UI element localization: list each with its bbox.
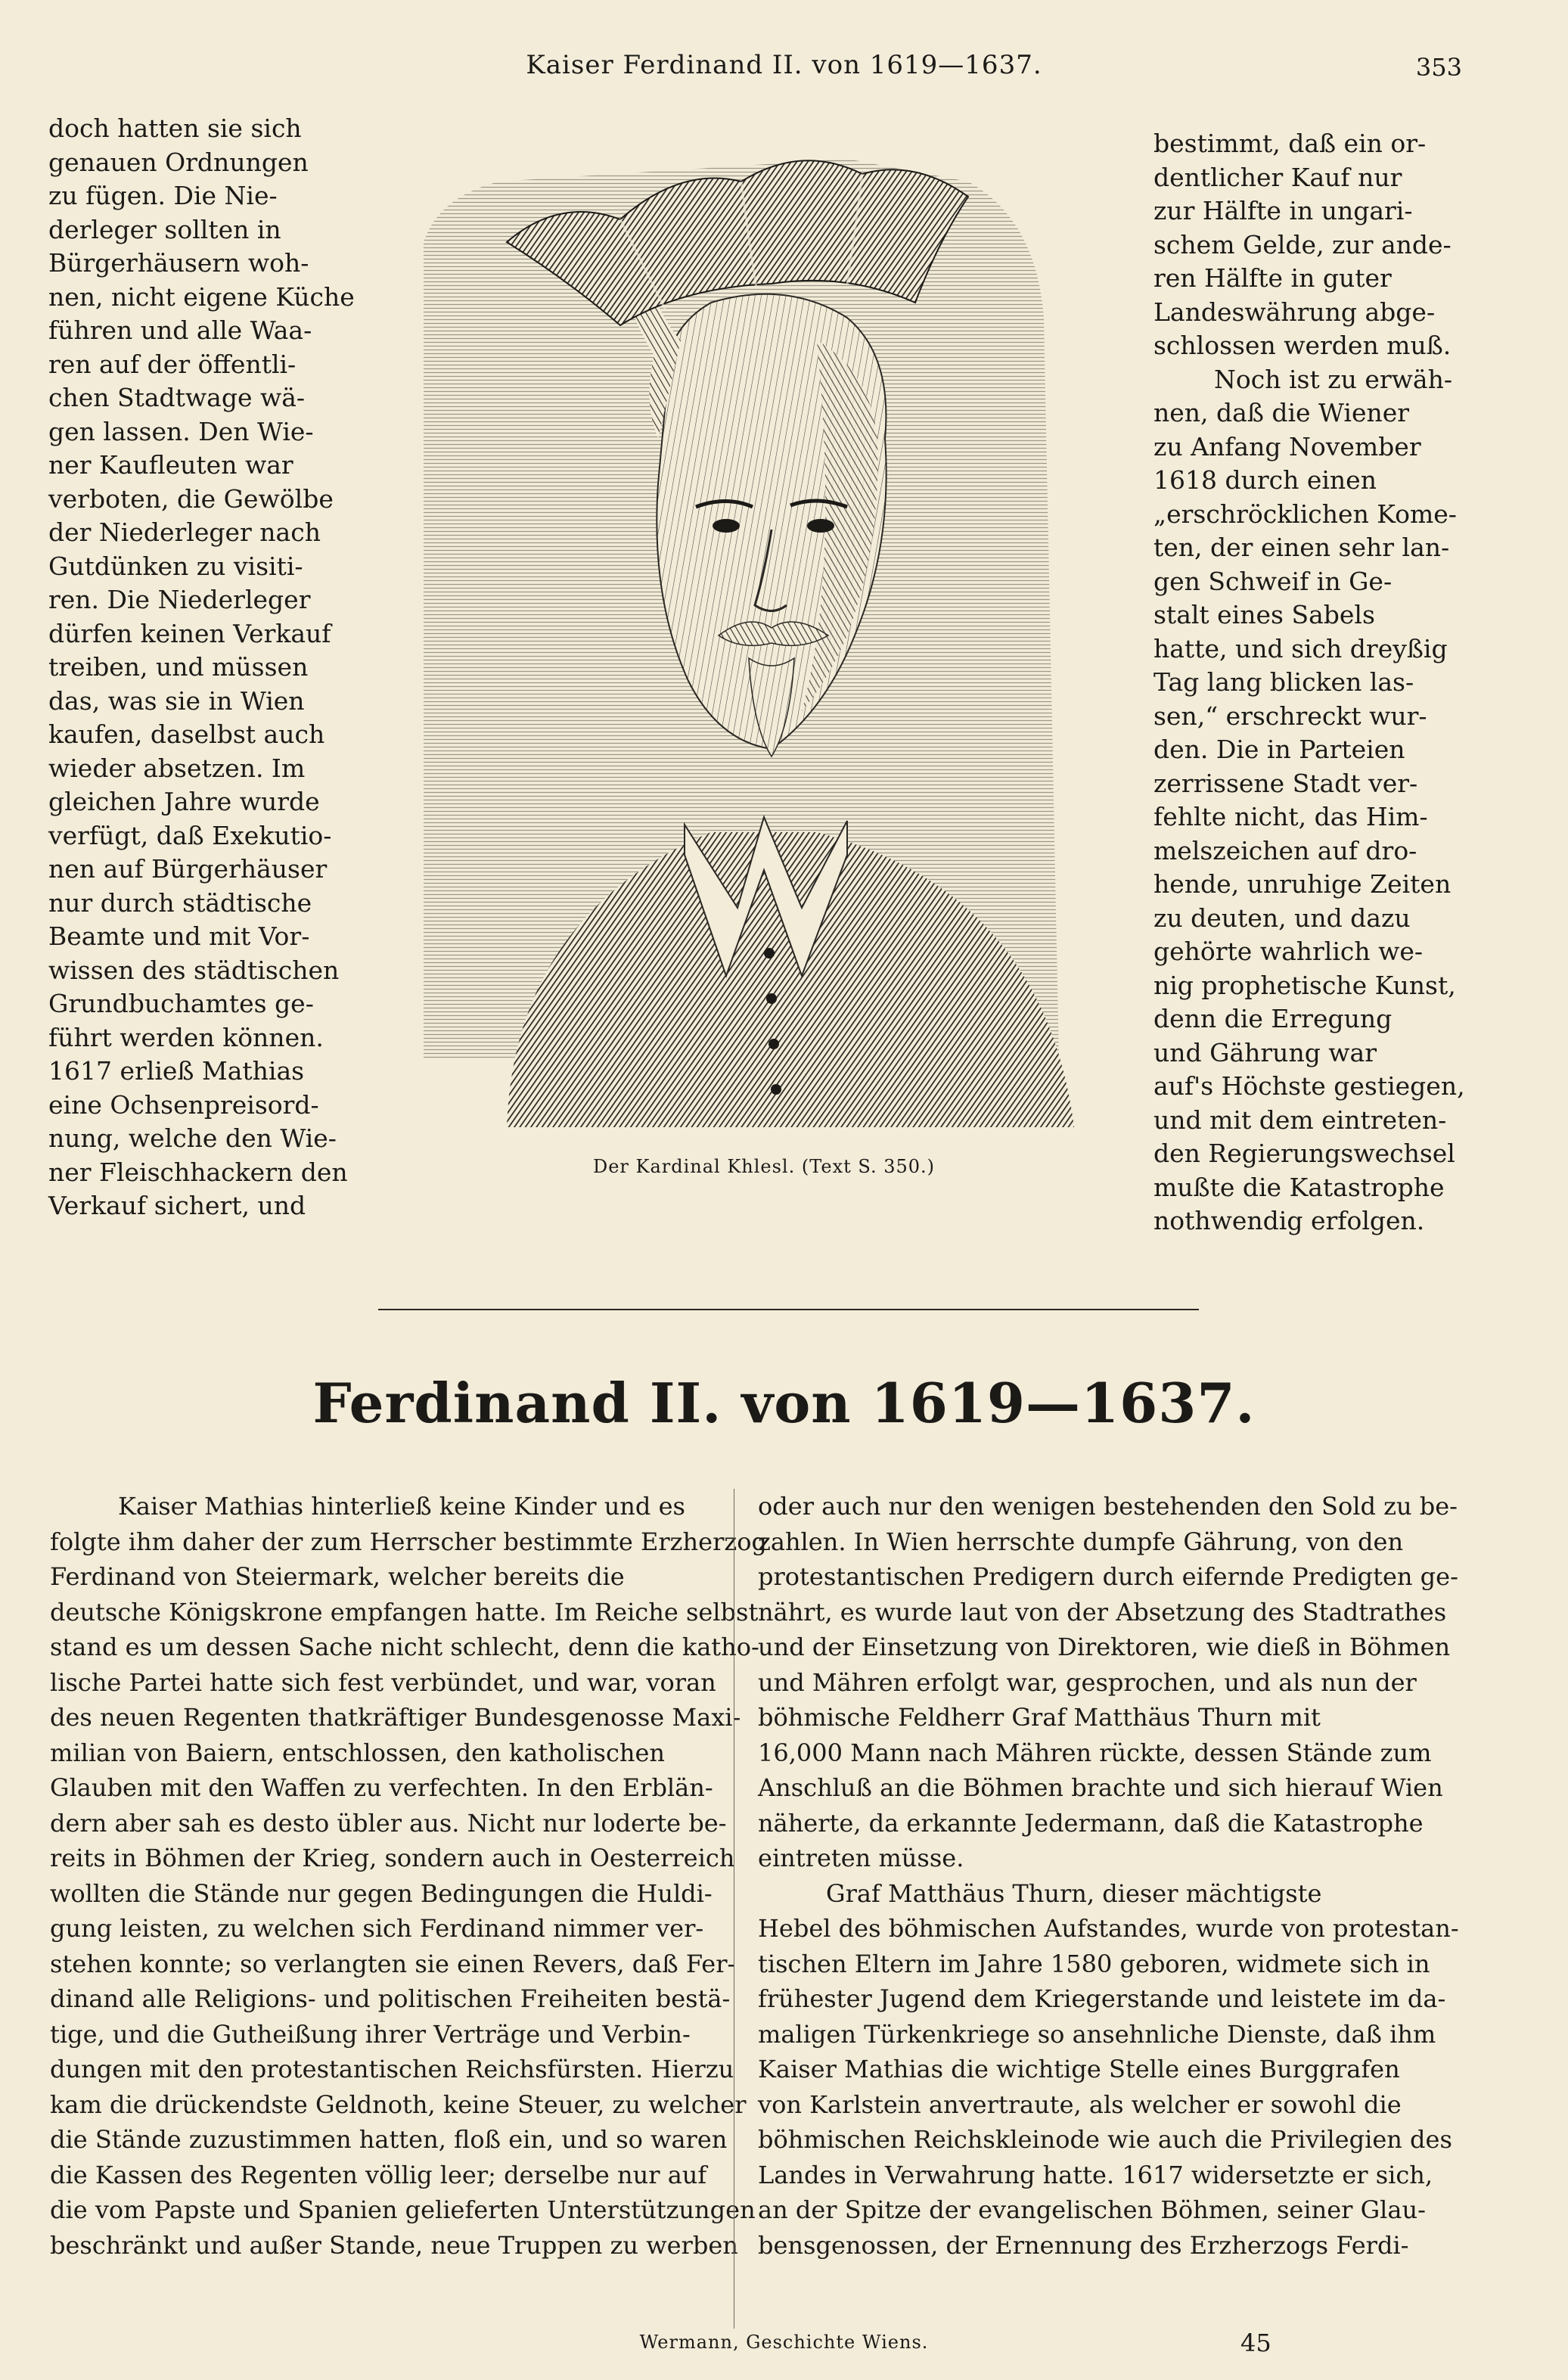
section-divider xyxy=(378,1309,1199,1310)
text-line: Beamte und mit Vor- xyxy=(48,921,310,951)
text-line: eintreten müsse. xyxy=(758,1844,964,1872)
text-line: frühester Jugend dem Kriegerstande und leistete im da- xyxy=(758,1984,1446,2013)
text-line: treiben, und müssen xyxy=(48,652,309,682)
text-line: Anschluß an die Böhmen brachte und sich hierauf Wien xyxy=(758,1773,1443,1802)
text-line: dungen mit den protestantischen Reichsfürsten. Hierzu xyxy=(50,2055,734,2083)
text-line: gehörte wahrlich we- xyxy=(1153,937,1424,966)
text-line: Verkauf sichert, und xyxy=(48,1191,306,1220)
text-line: gen lassen. Den Wie- xyxy=(48,416,314,446)
text-line: lische Partei hatte sich fest verbündet, und war, voran xyxy=(50,1667,716,1697)
text-line: beschränkt und außer Stande, neue Truppen zu werben xyxy=(50,2230,738,2260)
text-line: sen,“ erschreckt wur- xyxy=(1153,701,1427,731)
text-line: Tag lang blicken las- xyxy=(1153,667,1414,697)
text-line: Grundbuchamtes ge- xyxy=(48,989,314,1018)
text-line: die Kassen des Regenten völlig leer; derselbe nur auf xyxy=(50,2160,707,2189)
text-line: milian von Baiern, entschlossen, den katholischen xyxy=(50,1738,666,1767)
text-line: reits in Böhmen der Krieg, sondern auch in Oesterreich xyxy=(50,1844,735,1872)
page-number: 353 xyxy=(1415,53,1462,82)
text-line: böhmische Feldherr Graf Matthäus Thurn mit xyxy=(758,1703,1321,1732)
text-line: stehen konnte; so verlangten sie einen Revers, daß Fer- xyxy=(50,1949,736,1978)
text-line: zahlen. In Wien herrschte dumpfe Gährung, von den xyxy=(758,1527,1404,1556)
text-line: zu Anfang November xyxy=(1153,431,1421,461)
portrait-engraving xyxy=(393,151,1135,1135)
text-line: Gutdünken zu visiti- xyxy=(48,551,303,581)
text-line: nur durch städtische xyxy=(48,887,312,918)
text-line: stand es um dessen Sache nicht schlecht, denn die katho- xyxy=(50,1633,759,1661)
text-line: deutsche Königskrone empfangen hatte. Im Reiche selbst xyxy=(50,1597,759,1627)
text-line: ren. Die Niederleger xyxy=(48,585,311,614)
text-line: mußte die Katastrophe xyxy=(1153,1172,1445,1202)
text-line: die vom Papste und Spanien gelieferten Unterstützungen xyxy=(50,2195,756,2224)
text-line: dinand alle Religions- und politischen Freiheiten bestä- xyxy=(50,1984,731,2013)
text-line: dentlicher Kauf nur xyxy=(1153,162,1402,192)
right-column-paragraph-1 xyxy=(1153,127,1456,363)
text-line: zu fügen. Die Nie- xyxy=(48,181,278,210)
text-line: auf's Höchste gestiegen, xyxy=(1153,1071,1465,1101)
text-line: gen Schweif in Ge- xyxy=(1153,566,1393,596)
text-line: „erschröcklichen Kome- xyxy=(1153,499,1457,529)
text-line: wieder absetzen. Im xyxy=(48,753,306,783)
text-line: Noch ist zu erwäh- xyxy=(1214,364,1452,394)
text-line: kaufen, daselbst auch xyxy=(48,719,325,749)
text-line: 1617 erließ Mathias xyxy=(48,1056,305,1086)
text-line: führen und alle Waa- xyxy=(48,315,312,345)
text-line: des neuen Regenten thatkräftiger Bundesgenosse Maxi- xyxy=(50,1703,741,1732)
text-line: protestantischen Predigern durch eifernde Predigten ge- xyxy=(758,1562,1458,1591)
signature-mark: 45 xyxy=(1240,2329,1271,2357)
text-line: und der Einsetzung von Direktoren, wie dieß in Böhmen xyxy=(758,1633,1451,1661)
body-right-paragraph-2 xyxy=(758,1876,1459,2263)
text-line: die Stände zuzustimmen hatten, floß ein, und so waren xyxy=(50,2125,728,2154)
text-line: 1618 durch einen xyxy=(1153,465,1377,495)
text-line: melszeichen auf dro- xyxy=(1153,835,1417,865)
body-right-paragraph-1 xyxy=(758,1489,1458,1876)
text-line: Kaiser Mathias die wichtige Stelle eines Burggrafen xyxy=(758,2055,1400,2083)
text-line: hatte, und sich dreyßig xyxy=(1153,633,1448,663)
left-column xyxy=(48,112,355,1223)
text-line: zur Hälfte in ungari- xyxy=(1153,196,1413,225)
text-line: derleger sollten in xyxy=(48,214,281,244)
running-title: Kaiser Ferdinand II. von 1619—1637. xyxy=(526,50,1042,80)
text-line: hende, unruhige Zeiten xyxy=(1153,869,1452,899)
text-line: den Regierungswechsel xyxy=(1153,1139,1455,1168)
text-line: schem Gelde, zur ande- xyxy=(1153,229,1452,259)
text-line: Landeswährung abge- xyxy=(1153,297,1436,327)
text-line: nung, welche den Wie- xyxy=(48,1123,337,1153)
text-line: Glauben mit den Waffen zu verfechten. In den Erblän- xyxy=(50,1773,713,1802)
text-line: Ferdinand von Steiermark, welcher bereits die xyxy=(50,1562,625,1591)
text-line: und Gährung war xyxy=(1153,1037,1377,1067)
text-line: wissen des städtischen xyxy=(48,955,340,985)
text-line: führt werden können. xyxy=(48,1022,324,1052)
text-line: fehlte nicht, das Him- xyxy=(1153,802,1428,831)
text-line: den. Die in Parteien xyxy=(1153,735,1405,764)
text-line: ten, der einen sehr lan- xyxy=(1153,533,1450,562)
text-line: gleichen Jahre wurde xyxy=(48,787,320,816)
text-line: nährt, es wurde laut von der Absetzung des Stadtrathes xyxy=(758,1597,1447,1627)
text-line: nen auf Bürgerhäuser xyxy=(48,854,328,884)
text-line: 16,000 Mann nach Mähren rückte, dessen Stände zum xyxy=(758,1738,1432,1767)
text-line: verboten, die Gewölbe xyxy=(48,483,334,514)
text-line: Kaiser Mathias hinterließ keine Kinder und es xyxy=(118,1492,685,1521)
text-line: Landes in Verwahrung hatte. 1617 widersetzte er sich, xyxy=(758,2160,1433,2189)
text-line: wollten die Stände nur gegen Bedingungen die Huldi- xyxy=(50,1878,713,1908)
body-left-column xyxy=(50,1489,767,2263)
text-line: genauen Ordnungen xyxy=(48,147,309,177)
chapter-title: Ferdinand II. von 1619—1637. xyxy=(312,1371,1256,1435)
text-line: Graf Matthäus Thurn, dieser mächtigste xyxy=(826,1878,1322,1908)
text-line: nen, daß die Wiener xyxy=(1153,398,1410,427)
text-line: doch hatten sie sich xyxy=(48,113,302,143)
text-line: verfügt, daß Exekutio- xyxy=(48,820,332,850)
text-line: schlossen werden muß. xyxy=(1153,331,1452,360)
text-line: das, was sie in Wien xyxy=(48,685,305,716)
text-line: zerrissene Stadt ver- xyxy=(1153,768,1418,798)
text-line: maligen Türkenkriege so ansehnliche Dienste, daß ihm xyxy=(758,2019,1436,2049)
text-line: ren Hälfte in guter xyxy=(1153,263,1392,293)
text-line: der Niederleger nach xyxy=(48,517,321,547)
text-line: zu deuten, und dazu xyxy=(1153,903,1411,933)
text-line: dern aber sah es desto übler aus. Nicht nur loderte be- xyxy=(50,1808,727,1838)
body-left-paragraph xyxy=(50,1489,767,2263)
text-line: denn die Erregung xyxy=(1153,1004,1393,1033)
text-line: tige, und die Gutheißung ihrer Verträge und Verbin- xyxy=(50,2019,691,2049)
text-line: an der Spitze der evangelischen Böhmen, seiner Glau- xyxy=(758,2195,1426,2224)
text-line: von Karlstein anvertraute, als welcher er sowohl die xyxy=(758,2089,1402,2119)
text-line: nig prophetische Kunst, xyxy=(1153,970,1456,1000)
text-line: oder auch nur den wenigen bestehenden den Sold zu be- xyxy=(758,1492,1458,1521)
text-line: Bürgerhäusern woh- xyxy=(48,248,309,278)
text-line: tischen Eltern im Jahre 1580 geboren, widmete sich in xyxy=(758,1949,1430,1978)
text-line: böhmischen Reichskleinode wie auch die Privilegien des xyxy=(758,2125,1452,2154)
body-right-column xyxy=(758,1489,1459,2263)
text-line: chen Stadtwage wä- xyxy=(48,383,306,412)
text-line: nothwendig erfolgen. xyxy=(1153,1206,1425,1235)
left-column-text xyxy=(48,112,355,1223)
text-line: Hebel des böhmischen Aufstandes, wurde von protestan- xyxy=(758,1914,1459,1943)
text-line: bensgenossen, der Ernennung des Erzherzogs Ferdi- xyxy=(758,2230,1409,2260)
text-line: gung leisten, zu welchen sich Ferdinand nimmer ver- xyxy=(50,1914,704,1943)
text-line: näherte, da erkannte Jedermann, daß die Katastrophe xyxy=(758,1808,1424,1838)
footer-credit: Wermann, Geschichte Wiens. xyxy=(639,2332,929,2353)
right-column-paragraph-2 xyxy=(1153,363,1465,1238)
text-line: bestimmt, daß ein or- xyxy=(1153,129,1427,158)
text-line: kam die drückendste Geldnoth, keine Steuer, zu welcher xyxy=(50,2089,747,2119)
figure-caption: Der Kardinal Khlesl. (Text S. 350.) xyxy=(592,1156,936,1177)
text-line: stalt eines Sabels xyxy=(1153,600,1375,629)
text-line: ner Kaufleuten war xyxy=(48,450,293,480)
text-line: nen, nicht eigene Küche xyxy=(48,281,355,312)
text-line: eine Ochsenpreisord- xyxy=(48,1089,319,1120)
text-line: folgte ihm daher der zum Herrscher bestimmte Erzherzog xyxy=(50,1527,767,1556)
text-line: dürfen keinen Verkauf xyxy=(48,618,331,648)
text-line: und mit dem eintreten- xyxy=(1153,1105,1447,1135)
text-line: und Mähren erfolgt war, gesprochen, und als nun der xyxy=(758,1667,1417,1697)
right-column xyxy=(1153,127,1465,1238)
text-line: ner Fleischhackern den xyxy=(48,1157,348,1187)
text-line: ren auf der öffentli- xyxy=(48,349,297,379)
